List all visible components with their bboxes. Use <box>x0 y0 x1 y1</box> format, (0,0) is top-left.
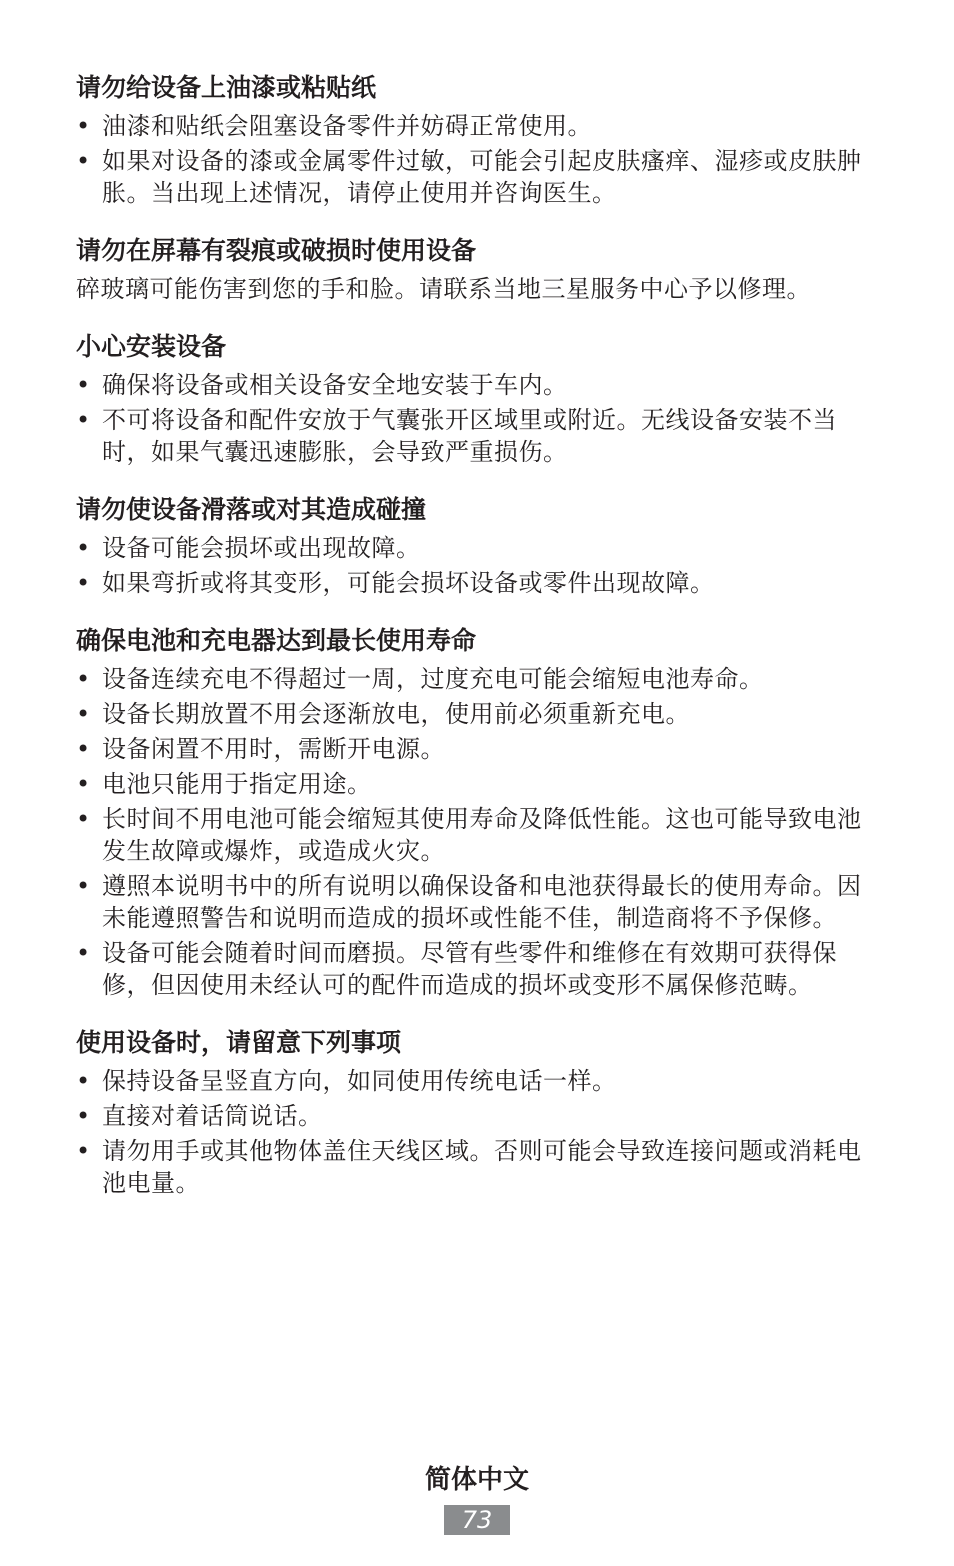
bullet-list <box>76 663 876 1001</box>
list-item <box>76 937 876 1001</box>
section-cracked-screen <box>76 233 876 305</box>
bullet-list <box>76 532 876 599</box>
list-item-text: 如果对设备的漆或金属零件过敏，可能会引起皮肤瘙痒、湿疹或皮肤肿胀。当出现上述情况，请停止使用并咨询医生。 <box>102 147 862 207</box>
list-item-text: 设备连续充电不得超过一周，过度充电可能会缩短电池寿命。 <box>102 665 764 693</box>
bullet-dot: • <box>76 735 91 763</box>
bullet-list <box>76 110 876 209</box>
section-heading: 请勿使设备滑落或对其造成碰撞 <box>76 495 427 524</box>
section-usage-notes <box>76 1025 876 1199</box>
list-item-text: 设备长期放置不用会逐渐放电，使用前必须重新充电。 <box>102 700 690 728</box>
list-item <box>76 369 876 401</box>
bullet-dot: • <box>76 112 91 140</box>
section-drop-impact <box>76 492 876 599</box>
bullet-dot: • <box>76 1137 91 1165</box>
bullet-dot: • <box>76 406 91 434</box>
section-heading: 使用设备时，请留意下列事项 <box>76 1028 402 1057</box>
bullet-list <box>76 369 876 468</box>
page-content <box>76 70 876 1223</box>
section-paint-stickers <box>76 70 876 209</box>
list-item <box>76 567 876 599</box>
list-item-text: 设备可能会损坏或出现故障。 <box>102 534 421 562</box>
bullet-dot: • <box>76 371 91 399</box>
list-item-text: 遵照本说明书中的所有说明以确保设备和电池获得最长的使用寿命。因未能遵照警告和说明而造成的损坏或性能不佳，制造商将不予保修。 <box>102 872 862 932</box>
section-heading: 确保电池和充电器达到最长使用寿命 <box>76 626 477 655</box>
list-item-text: 保持设备呈竖直方向，如同使用传统电话一样。 <box>102 1067 617 1095</box>
bullet-dot: • <box>76 665 91 693</box>
list-item-text: 电池只能用于指定用途。 <box>102 770 372 798</box>
bullet-dot: • <box>76 805 91 833</box>
list-item-text: 如果弯折或将其变形，可能会损坏设备或零件出现故障。 <box>102 569 715 597</box>
list-item-text: 长时间不用电池可能会缩短其使用寿命及降低性能。这也可能导致电池发生故障或爆炸，或造成火灾。 <box>102 805 862 865</box>
list-item-text: 设备闲置不用时，需断开电源。 <box>102 735 445 763</box>
bullet-dot: • <box>76 1102 91 1130</box>
list-item <box>76 768 876 800</box>
bullet-dot: • <box>76 939 91 967</box>
page-number-badge: 73 <box>444 1505 510 1535</box>
list-item <box>76 733 876 765</box>
list-item <box>76 870 876 934</box>
list-item <box>76 1065 876 1097</box>
bullet-dot: • <box>76 700 91 728</box>
section-install-carefully <box>76 329 876 468</box>
list-item <box>76 1135 876 1199</box>
list-item <box>76 110 876 142</box>
section-heading: 小心安装设备 <box>76 332 227 361</box>
list-item-text: 请勿用手或其他物体盖住天线区域。否则可能会导致连接问题或消耗电池电量。 <box>102 1137 862 1197</box>
bullet-dot: • <box>76 569 91 597</box>
bullet-dot: • <box>76 1067 91 1095</box>
list-item <box>76 663 876 695</box>
section-paragraph: 碎玻璃可能伤害到您的手和脸。请联系当地三星服务中心予以修理。 <box>76 275 811 303</box>
list-item <box>76 803 876 867</box>
list-item-text: 直接对着话筒说话。 <box>102 1102 323 1130</box>
bullet-dot: • <box>76 534 91 562</box>
list-item <box>76 145 876 209</box>
bullet-list <box>76 1065 876 1199</box>
list-item <box>76 404 876 468</box>
bullet-dot: • <box>76 770 91 798</box>
list-item <box>76 1100 876 1132</box>
list-item-text: 确保将设备或相关设备安全地安装于车内。 <box>102 371 568 399</box>
section-heading: 请勿在屏幕有裂痕或破损时使用设备 <box>76 236 477 265</box>
section-battery-life <box>76 623 876 1001</box>
list-item <box>76 532 876 564</box>
footer-language-label: 简体中文 <box>424 1465 529 1495</box>
section-heading: 请勿给设备上油漆或粘贴纸 <box>76 73 377 102</box>
bullet-dot: • <box>76 147 91 175</box>
list-item <box>76 698 876 730</box>
bullet-dot: • <box>76 872 91 900</box>
list-item-text: 设备可能会随着时间而磨损。尽管有些零件和维修在有效期可获得保修，但因使用未经认可的配件而造成的损坏或变形不属保修范畴。 <box>102 939 837 999</box>
list-item-text: 不可将设备和配件安放于气囊张开区域里或附近。无线设备安装不当时，如果气囊迅速膨胀，会导致严重损伤。 <box>102 406 837 466</box>
list-item-text: 油漆和贴纸会阻塞设备零件并妨碍正常使用。 <box>102 112 592 140</box>
